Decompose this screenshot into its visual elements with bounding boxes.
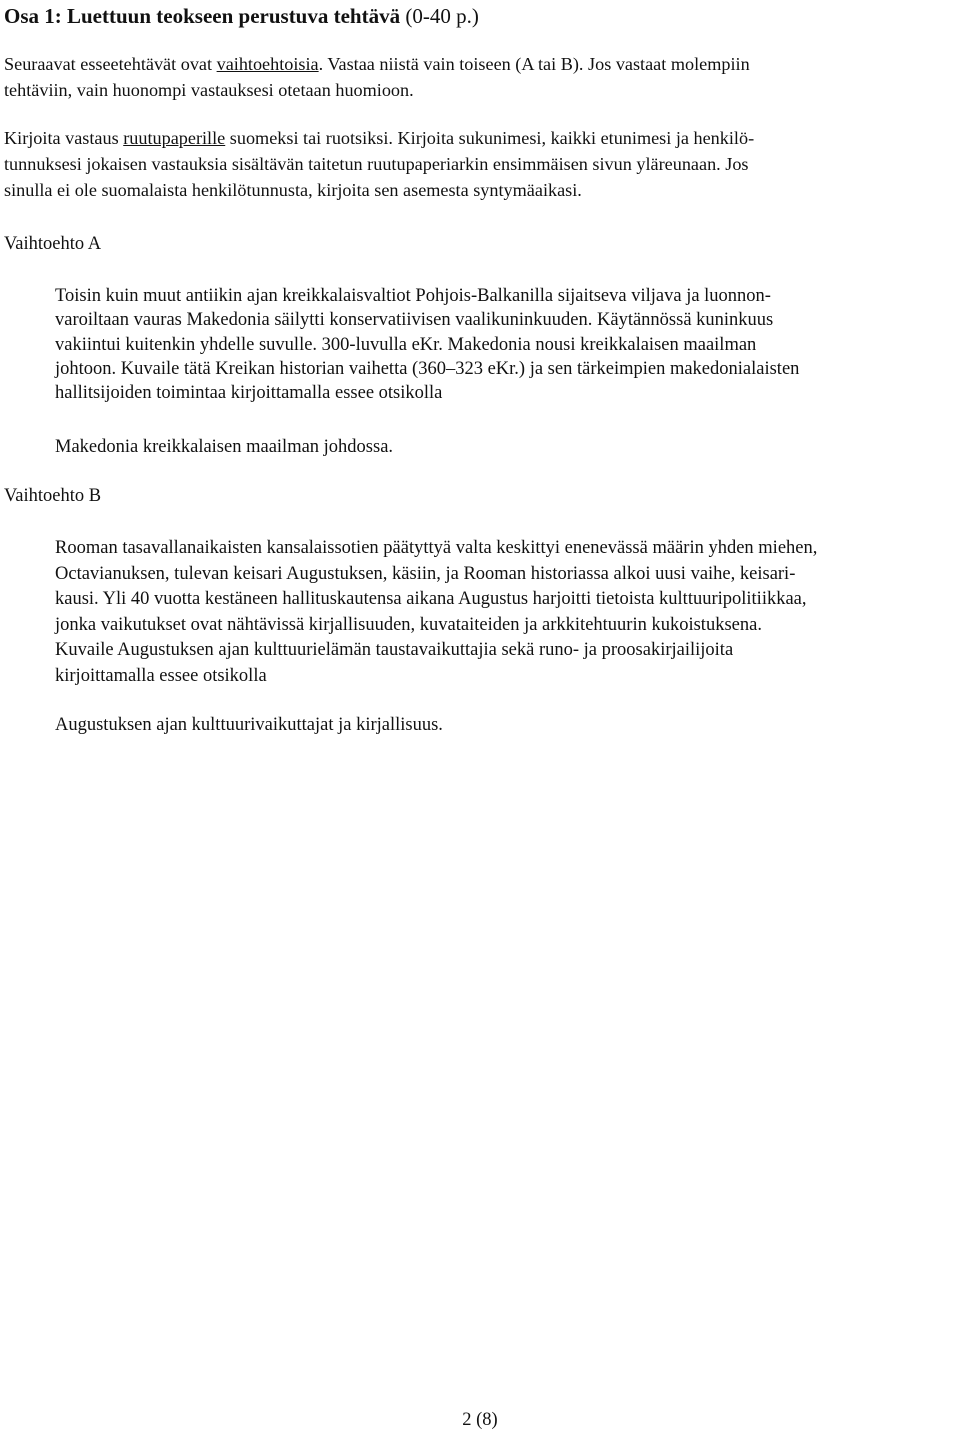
intro-text: Kirjoita vastaus xyxy=(4,128,124,148)
option-b-line: Kuvaile Augustuksen ajan kulttuurielämän taustavaikuttajia sekä runo- ja proosakirjailijoita xyxy=(55,640,734,660)
section-points: (0-40 p.) xyxy=(400,4,479,28)
intro-paragraph-instructions xyxy=(4,125,954,203)
option-b-line: Octavianuksen, tulevan keisari Augustuksen, käsiin, ja Rooman historiassa alkoi uusi vaihe, keisari- xyxy=(55,563,796,584)
intro-line: sinulla ei ole suomalaista henkilötunnusta, kirjoita sen asemesta syntymäaikasi. xyxy=(4,180,582,200)
page-number: 2 (8) xyxy=(462,1410,498,1430)
intro-paragraph-choice xyxy=(4,51,954,103)
underlined-word: vaihtoehtoisia xyxy=(216,54,319,74)
section-heading xyxy=(4,3,479,29)
option-a-text xyxy=(55,284,955,405)
underlined-word: ruutupaperille xyxy=(123,128,226,148)
intro-line xyxy=(4,125,954,151)
intro-line: tehtäviin, vain huonompi vastauksesi otetaan huomioon. xyxy=(4,80,414,100)
option-a-line: Toisin kuin muut antiikin ajan kreikkalaisvaltiot Pohjois-Balkanilla sijaitseva viljava ja luonnon- xyxy=(55,286,771,306)
option-b-line: Rooman tasavallanaikaisten kansalaissotien päätyttyä valta keskittyi enenevässä määrin yhden miehen, xyxy=(55,538,818,558)
intro-text: . Vastaa niistä vain toiseen (A tai B). Jos vastaat molempiin xyxy=(318,54,750,74)
section-title: Osa 1: Luettuun teokseen perustuva tehtävä xyxy=(4,4,401,28)
option-a-line: johtoon. Kuvaile tätä Kreikan historian vaihetta (360–323 eKr.) ja sen tärkeimpien makedonialaisten xyxy=(55,358,800,379)
option-b-essay-title: Augustuksen ajan kulttuurivaikuttajat ja kirjallisuus. xyxy=(55,715,443,735)
option-b-text xyxy=(55,536,955,689)
intro-text: Seuraavat esseetehtävät ovat xyxy=(4,54,217,74)
option-b-line: jonka vaikutukset ovat nähtävissä kirjallisuuden, kuvataiteiden ja arkkitehtuurin kukoistuksena. xyxy=(55,614,762,635)
option-b-line: kausi. Yli 40 vuotta kestäneen hallituskautensa aikana Augustus harjoitti tietoista kulttuuripolitiikkaa, xyxy=(55,589,807,609)
option-a-line: vakiintui kuitenkin yhdelle suvulle. 300-luvulla eKr. Makedonia nousi kreikkalaisen maailman xyxy=(55,334,757,355)
intro-line: tunnuksesi jokaisen vastauksia sisältävän taitetun ruutupaperiarkin ensimmäisen sivun yläreunaan. Jos xyxy=(4,154,749,174)
option-a-label: Vaihtoehto A xyxy=(4,234,102,254)
option-b-line: kirjoittamalla essee otsikolla xyxy=(55,665,267,686)
intro-text: suomeksi tai ruotsiksi. Kirjoita sukunimesi, kaikki etunimesi ja henkilö- xyxy=(225,128,755,148)
intro-line xyxy=(4,51,954,77)
option-b-label: Vaihtoehto B xyxy=(4,486,102,506)
option-a-essay-title: Makedonia kreikkalaisen maailman johdossa. xyxy=(55,437,394,457)
option-a-line: varoiltaan vauras Makedonia säilytti konservatiivisen vaalikuninkuuden. Käytännössä kuninkuus xyxy=(55,310,774,331)
option-a-line: hallitsijoiden toimintaa kirjoittamalla essee otsikolla xyxy=(55,383,443,404)
